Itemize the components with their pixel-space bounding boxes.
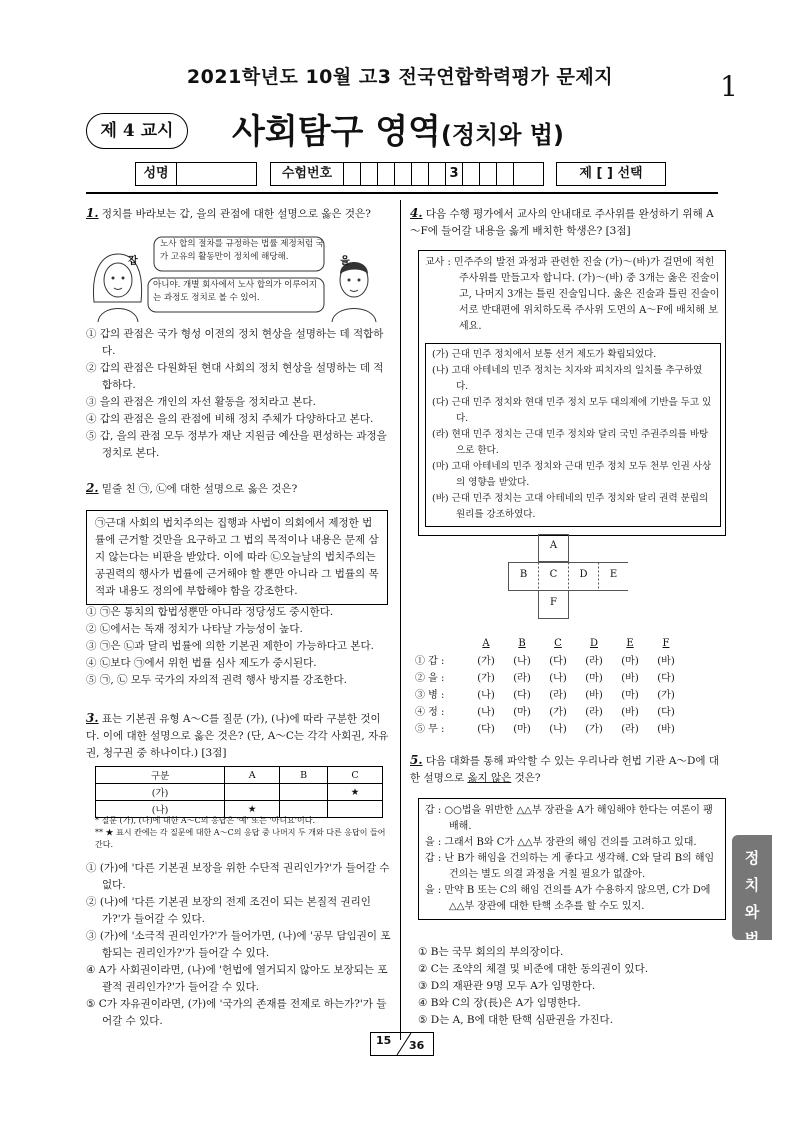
- dialog-line: 갑 : 난 B가 해임을 건의하는 게 좋다고 생각해. C와 달리 B의 해임 건의는 별도 의결 과정을 거칠 필요가 없잖아.: [425, 853, 715, 880]
- answer-label: ③ 병 :: [415, 690, 445, 701]
- answer-cell: (마): [621, 690, 639, 701]
- table-cell: [225, 784, 280, 801]
- table-note: * 질문 (가), (나)에 대한 A～C의 응답은 '예' 또는 '아니요'이다.: [95, 816, 315, 825]
- option[interactable]: ② ㉡에서는 독재 정치가 나타날 가능성이 높다.: [86, 623, 303, 635]
- option[interactable]: ② (나)에 '다른 기본권 보장의 전제 조건이 되는 본질적 권리인가?'가 들어갈 수 있다.: [86, 896, 371, 925]
- exam-number-cell[interactable]: [480, 163, 497, 185]
- question-text-end: 것은?: [511, 772, 541, 784]
- answer-cell: (라): [585, 656, 603, 667]
- exam-title: 2021학년도 10월 고3 전국연합학력평가 문제지: [186, 66, 614, 88]
- dialog-line: 을 : 만약 B 또는 C의 해임 건의를 A가 수용하지 않으면, C가 D에 △△부 장관에 대한 탄핵 소추를 할 수도 있지.: [425, 885, 711, 912]
- answer-head-cell: F: [662, 637, 670, 649]
- exam-number-cell[interactable]: [344, 163, 361, 185]
- net-face-b: B: [519, 569, 528, 580]
- answer-head-cell: [414, 635, 468, 651]
- answer-option-row[interactable]: [414, 668, 684, 685]
- question-2-passage: ㉠근대 사회의 법치주의는 집행과 사법이 의회에서 제정한 법률에 근거할 것만을 요구하고 그 법의 목적이나 내용은 문제 삼지 않는다는 비판을 받았다. 이에 따라 ㉡오늘날의 법치주의는 공권력의 행사가 법률에 근거해야 할 뿐만 아니라 그 법률의 목적과 내용도 정의에 부합해야 함을 강조한다.: [86, 510, 388, 605]
- answer-cell: (라): [621, 724, 639, 735]
- answer-cell: (다): [549, 656, 567, 667]
- net-face-f: F: [550, 597, 557, 608]
- answer-option-row[interactable]: [414, 685, 684, 702]
- answer-label: ② 을 :: [415, 673, 445, 684]
- answer-head-cell: A: [482, 637, 490, 649]
- exam-number-cell[interactable]: [514, 163, 543, 185]
- question-3-notes: [95, 815, 390, 851]
- header-divider: [86, 192, 718, 194]
- statement: (바) 근대 민주 정치는 고대 아테네의 민주 정치와 달리 권력 분립의 원리를 강조하였다.: [432, 493, 709, 520]
- total-pages: 36: [409, 1039, 425, 1052]
- page-number: 1: [720, 70, 738, 103]
- option[interactable]: ① B는 국무 회의의 부의장이다.: [418, 946, 564, 958]
- page-indicator: [370, 1032, 434, 1056]
- question-number: 5.: [410, 753, 423, 767]
- option[interactable]: ③ (가)에 '소극적 권리인가?'가 들어가면, (나)에 '공무 담임권이 포함되는 권리인가?'가 들어갈 수 있다.: [86, 930, 391, 959]
- speaker-a-label: 갑: [128, 256, 138, 267]
- table-cell: [280, 784, 328, 801]
- subject-sub: (정치와 법): [440, 121, 564, 149]
- question-4-stem: [410, 205, 720, 240]
- question-number: 4.: [410, 206, 423, 220]
- answer-cell: (가): [477, 656, 495, 667]
- option[interactable]: ⑤ 갑, 을의 관점 모두 정부가 재난 지원금 예산을 편성하는 과정을 정치로 본다.: [86, 430, 387, 459]
- answer-cell: (가): [549, 707, 567, 718]
- exam-number-cell[interactable]: [395, 163, 412, 185]
- answer-cell: (나): [513, 656, 531, 667]
- answer-label: ① 갑 :: [415, 656, 445, 667]
- answer-cell: (바): [657, 724, 675, 735]
- table-head-cell: A: [225, 767, 280, 784]
- table-cell: (가): [96, 784, 225, 801]
- answer-cell: (라): [585, 707, 603, 718]
- answer-cell: (마): [513, 724, 531, 735]
- table-cell: ★: [225, 801, 280, 818]
- exam-number-cell[interactable]: [497, 163, 514, 185]
- statement: (라) 현대 민주 정치는 근대 민주 정치와 달리 국민 주권주의를 바탕으로 한다.: [432, 429, 709, 456]
- option[interactable]: ② C는 조약의 체결 및 비준에 대한 동의권이 있다.: [418, 963, 649, 975]
- answer-label: ⑤ 무 :: [415, 724, 445, 735]
- option[interactable]: ⑤ D는 A, B에 대한 탄핵 심판권을 가진다.: [418, 1014, 614, 1026]
- question-text: 정치를 바라보는 갑, 을의 관점에 대한 설명으로 옳은 것은?: [101, 208, 371, 220]
- current-page: 15: [376, 1034, 392, 1047]
- question-5-stem: [410, 752, 720, 787]
- question-text: 다음 대화를 통해 파악할 수 있는 우리나라 헌법 기관 A～D에 대한 설명으로: [410, 755, 720, 784]
- column-divider: [400, 200, 401, 1040]
- side-tab-char: 정: [744, 849, 760, 867]
- question-number: 3.: [86, 711, 99, 725]
- question-1-options: [82, 326, 392, 462]
- question-5-dialog: [418, 798, 726, 920]
- option[interactable]: ② 갑의 관점은 다원화된 현대 사회의 정치 현상을 설명하는 데 적합하다.: [86, 362, 384, 391]
- answer-head-cell: C: [554, 637, 562, 649]
- net-face-e: E: [609, 569, 618, 580]
- table-head-cell: B: [280, 767, 328, 784]
- exam-number-label: 수험번호: [271, 163, 344, 185]
- exam-number-cell[interactable]: [429, 163, 446, 185]
- option[interactable]: ③ 을의 관점은 개인의 자선 활동을 정치라고 본다.: [86, 396, 316, 408]
- answer-cell: (가): [477, 673, 495, 684]
- speaker-b-label: 을: [340, 256, 350, 267]
- question-text: 표는 기본권 유형 A～C를 질문 (가), (나)에 따라 구분한 것이다. 이에 대한 설명으로 옳은 것은? (단, A～C는 각각 사회권, 자유권, 청구권 중 하나이다.) [3점]: [86, 713, 389, 759]
- exam-number-cell[interactable]: [412, 163, 429, 185]
- statements-box: [425, 343, 721, 527]
- exam-number-cell[interactable]: [378, 163, 395, 185]
- exam-number-cell[interactable]: [361, 163, 378, 185]
- answer-cell: (라): [549, 690, 567, 701]
- statement: (나) 고대 아테네의 민주 정치는 치자와 피치자의 일치를 추구하였다.: [432, 365, 703, 392]
- question-4-answer-table: [414, 635, 684, 736]
- answer-cell: (바): [621, 707, 639, 718]
- option[interactable]: ① (가)에 '다른 기본권 보장을 위한 수단적 권리인가?'가 들어갈 수 없다.: [86, 862, 390, 891]
- question-3-stem: [86, 710, 391, 762]
- subject-main: 사회탐구 영역: [232, 112, 441, 152]
- table-cell: ★: [327, 784, 382, 801]
- table-head-cell: C: [327, 767, 382, 784]
- answer-head-cell: B: [518, 637, 526, 649]
- net-face-c: C: [549, 569, 558, 580]
- option[interactable]: ④ 갑의 관점은 을의 관점에 비해 정치 주체가 다양하다고 본다.: [86, 413, 374, 425]
- question-2-options: [82, 604, 392, 689]
- answer-cell: (바): [621, 673, 639, 684]
- answer-cell: (마): [513, 707, 531, 718]
- answer-cell: (가): [657, 690, 675, 701]
- answer-cell: (나): [477, 690, 495, 701]
- choice-field: [556, 162, 666, 186]
- teacher-instruction: 교사 : 민주주의 발전 과정과 관련한 진술 (가)～(바)가 걸면에 적힌 주사위를 만들고자 합니다. (가)～(바) 중 3개는 옳은 진술이고, 나머지 3개는 틀린 진술입니다. 옳은 진술과 틀린 진술이 서로 반대편에 위치하도록 주사위 도면의 A～F에 배치해 보세요.: [425, 257, 720, 332]
- side-tab-char: 법: [744, 930, 760, 948]
- net-face-a: A: [549, 540, 558, 551]
- statement: (마) 고대 아테네의 민주 정치와 근대 민주 정치 모두 천부 인권 사상의 영향을 받았다.: [432, 461, 712, 488]
- option[interactable]: ③ ㉠은 ㉡과 달리 법률에 의한 기본권 제한이 가능하다고 본다.: [86, 640, 375, 652]
- question-emphasis: 옳지 않은: [467, 772, 512, 784]
- answer-cell: (바): [585, 690, 603, 701]
- answer-cell: (나): [549, 673, 567, 684]
- answer-cell: (다): [477, 724, 495, 735]
- question-text: 밑줄 친 ㉠, ㉡에 대한 설명으로 옳은 것은?: [101, 483, 298, 495]
- question-number: 2.: [86, 481, 99, 495]
- option[interactable]: ④ ㉡보다 ㉠에서 위헌 법률 심사 제도가 중시된다.: [86, 657, 317, 669]
- answer-cell: (마): [621, 656, 639, 667]
- question-2-stem: [86, 480, 391, 498]
- dialog-line: 갑 : ○○법을 위반한 △△부 장관을 A가 해임해야 한다는 여론이 팽배해.: [425, 805, 713, 832]
- question-3-options: [82, 860, 392, 1030]
- answer-cell: (라): [513, 673, 531, 684]
- speech-bubble-b: 아니야. 개별 회사에서 노사 합의가 이루어지는 과정도 정치로 볼 수 있어.: [153, 280, 318, 303]
- answer-label: ④ 정 :: [415, 707, 445, 718]
- side-tab-char: 치: [744, 876, 760, 894]
- answer-option-row[interactable]: [414, 702, 684, 719]
- choice-label: 제 [ ] 선택: [579, 166, 643, 181]
- option[interactable]: ⑤ ㉠, ㉡ 모두 국가의 자의적 권력 행사 방지를 강조한다.: [86, 674, 347, 686]
- exam-number-field: [270, 162, 544, 186]
- net-face-d: D: [579, 569, 588, 580]
- subject-side-tab: [732, 835, 772, 948]
- answer-option-row[interactable]: [414, 651, 684, 668]
- answer-head-cell: D: [589, 637, 599, 649]
- answer-option-row[interactable]: [414, 719, 684, 736]
- answer-cell: (나): [477, 707, 495, 718]
- name-input[interactable]: [177, 163, 256, 185]
- answer-cell: (나): [549, 724, 567, 735]
- answer-cell: (다): [657, 707, 675, 718]
- statement: (가) 근대 민주 정치에서 보통 선거 제도가 확립되었다.: [432, 349, 657, 360]
- answer-cell: (다): [657, 673, 675, 684]
- option[interactable]: ① ㉠은 통치의 합법성뿐만 아니라 정당성도 중시한다.: [86, 606, 334, 618]
- question-1-stem: [86, 205, 391, 223]
- session-badge: 제 4 교시: [86, 113, 188, 149]
- question-text: 다음 수행 평가에서 교사의 안내대로 주사위를 완성하기 위해 A～F에 들어갈 내용을 옳게 배치한 학생은? [3점]: [410, 208, 714, 237]
- option[interactable]: ⑤ C가 자유권이라면, (가)에 '국가의 존재를 전제로 하는가?'가 들어갈 수 있다.: [86, 998, 387, 1027]
- person-b-icon: [332, 262, 376, 322]
- table-cell: (나): [96, 801, 225, 818]
- option[interactable]: ④ A가 사회권이라면, (나)에 '헌법에 열거되지 않아도 보장되는 포괄적 권리인가?'가 들어갈 수 있다.: [86, 964, 388, 993]
- name-field: [135, 162, 257, 186]
- statement: (다) 근대 민주 정치와 현대 민주 정치 모두 대의제에 기반을 두고 있다.: [432, 397, 712, 424]
- subject-title: [232, 104, 564, 153]
- answer-head-cell: E: [626, 637, 634, 649]
- answer-cell: (바): [657, 656, 675, 667]
- question-5-options: [414, 944, 724, 1029]
- table-note: ** ★ 표시 칸에는 각 질문에 대한 A～C의 응답 중 나머지 두 개와 다른 응답이 들어간다.: [95, 828, 386, 849]
- speech-bubble-a: 노사 합의 절차를 규정하는 법률 제정처럼 국가 고유의 활동만이 정치에 해당해.: [160, 239, 325, 262]
- option[interactable]: ③ D의 재판관 9명 모두 A가 임명한다.: [418, 980, 596, 992]
- question-3-table: [95, 766, 383, 818]
- question-number: 1.: [86, 206, 99, 220]
- option[interactable]: ① 갑의 관점은 국가 형성 이전의 정치 현상을 설명하는 데 적합하다.: [86, 328, 384, 357]
- name-label: 성명: [136, 163, 177, 185]
- question-4-teacher-box: [418, 250, 726, 536]
- exam-number-cell[interactable]: [463, 163, 480, 185]
- table-head-cell: 구분: [96, 767, 225, 784]
- dice-net: [508, 532, 628, 622]
- dialog-line: 을 : 그래서 B와 C가 △△부 장관의 해임 건의를 고려하고 있대.: [425, 837, 697, 848]
- answer-cell: (가): [585, 724, 603, 735]
- answer-cell: (다): [513, 690, 531, 701]
- exam-number-digit: 3: [446, 163, 463, 185]
- answer-cell: (마): [585, 673, 603, 684]
- option[interactable]: ④ B와 C의 장(長)은 A가 임명한다.: [418, 997, 581, 1009]
- side-tab-char: 와: [744, 903, 760, 921]
